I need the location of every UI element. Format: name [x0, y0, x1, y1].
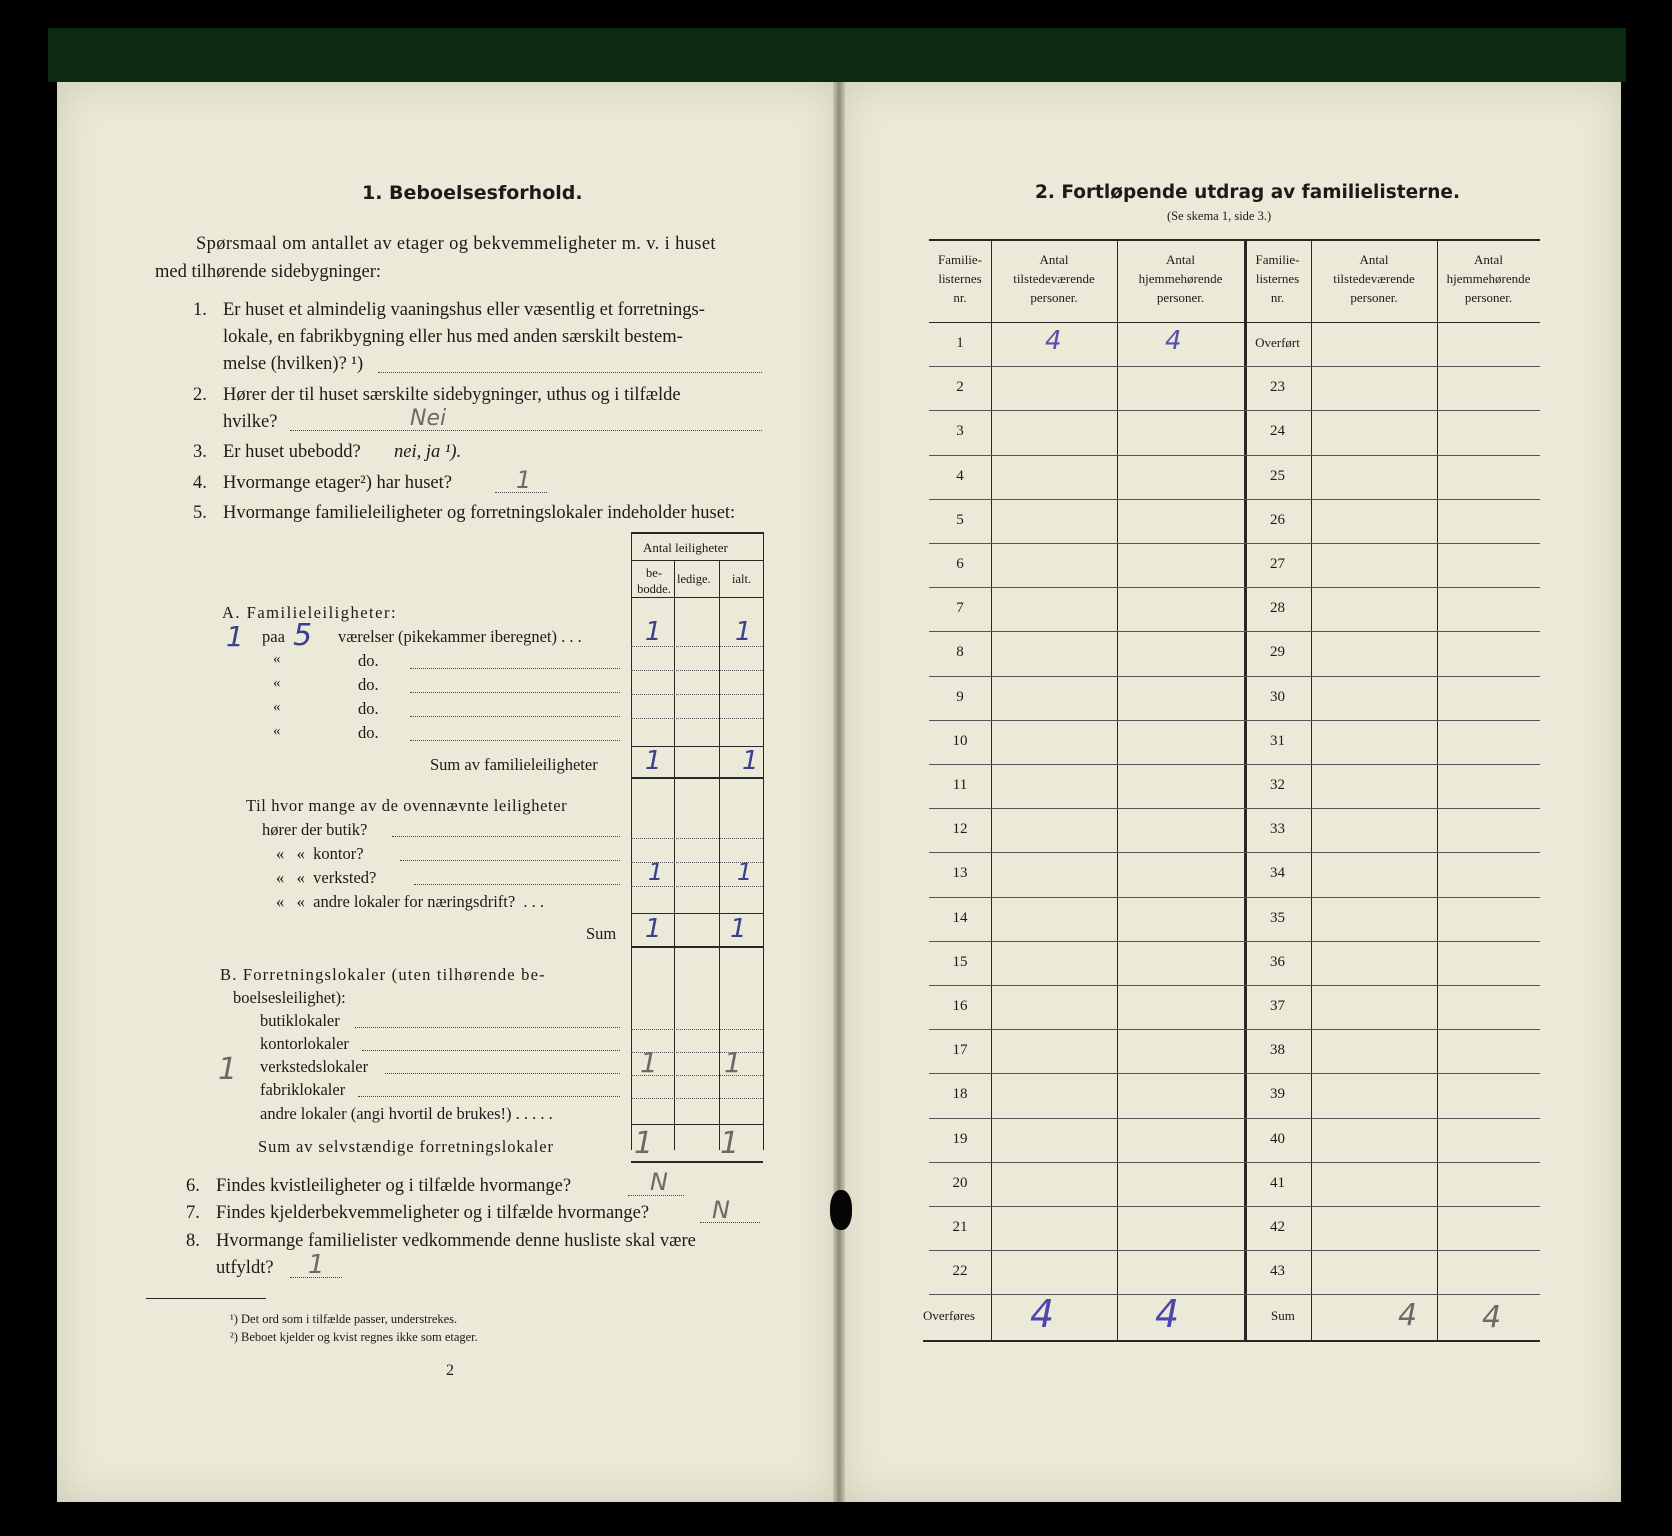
ledger-column-line — [991, 239, 992, 1342]
table-top-rule — [631, 532, 763, 534]
q8-number: 8. — [186, 1231, 200, 1251]
section-b-title-1: B. Forretningslokaler (uten tilhørende be- — [220, 965, 546, 984]
ledger-row-number-left: 4 — [956, 467, 964, 484]
q8-line-2: utfyldt? — [216, 1258, 274, 1278]
q5-text: Hvormange familieleiligheter og forretningslokaler indeholder huset: — [223, 503, 736, 523]
section-b-row1-rule — [631, 1029, 763, 1031]
q1-line-3: melse (hvilken)? ¹) — [223, 354, 364, 374]
ledger-row-number-left: 2 — [956, 379, 964, 396]
section-b-butik: butiklokaler — [260, 1011, 340, 1030]
section-a-title: A. Familieleiligheter: — [222, 603, 398, 622]
ledger-overfores-label: Overføres — [923, 1308, 975, 1324]
footnote-2: ²) Beboet kjelder og kvist regnes ikke som etager. — [230, 1330, 478, 1344]
ledger-row-rule — [929, 1250, 1540, 1251]
ledger-row-number-right: 38 — [1270, 1042, 1285, 1059]
q3-options: nei, ja ¹). — [394, 442, 462, 462]
table-vline-3 — [719, 560, 720, 1150]
footnote-rule — [146, 1298, 266, 1299]
ledger-row-number-right: Overført — [1255, 335, 1300, 350]
ledger-row-number-right: 41 — [1270, 1174, 1285, 1191]
ledger-overfores-tilstede: 4 — [1030, 1292, 1055, 1337]
ledger-row-number-left: 7 — [956, 600, 964, 617]
shops-verksted-ialt: 1 — [737, 858, 753, 886]
section-a-ditto-mark-3: « — [273, 699, 281, 715]
section-a-ditto-3: do. — [358, 699, 379, 718]
shops-butik-dots — [392, 836, 620, 837]
section-b-verksted-ialt: 1 — [724, 1046, 742, 1079]
q2-line-1: Hører der til huset særskilte sidebygninger, uthus og i tilfælde — [223, 385, 681, 405]
ledger-row-rule — [929, 631, 1540, 632]
ledger-row1-tilstede: 4 — [1045, 326, 1062, 356]
ledger-row-number-left: 19 — [952, 1130, 968, 1147]
q4-handwritten-answer: 1 — [516, 466, 532, 494]
q4-text: Hvormange etager²) har huset? — [223, 473, 452, 493]
table-col-bebodde: be- bodde. — [637, 566, 671, 597]
section-a-ditto-mark-4: « — [273, 723, 281, 739]
shops-row3-rule — [631, 886, 763, 888]
section-a-row1-rule — [631, 646, 763, 648]
table-col-ledige: ledige. — [677, 572, 711, 586]
q7-text: Findes kjelderbekvemmeligheter og i tilfælde hvormange? — [216, 1203, 650, 1223]
q1-number: 1. — [193, 300, 207, 320]
ledger-row-number-left: 5 — [956, 511, 964, 528]
q2-answer-line — [290, 430, 762, 431]
ledger-row-rule — [929, 985, 1540, 986]
section-b-kontor: kontorlokaler — [260, 1034, 349, 1053]
section-b-row3-rule — [631, 1075, 763, 1077]
q5-number: 5. — [193, 503, 207, 523]
section-a-row1-ialt: 1 — [735, 617, 752, 647]
ledger-row-rule — [929, 720, 1540, 721]
section-b-kontor-dots — [362, 1050, 620, 1051]
section-b-sum-ialt: 1 — [720, 1126, 740, 1161]
section-a-row1-rooms: 5 — [293, 618, 313, 653]
ledger-header-tilstede-left: Antal tilstedeværende personer. — [1013, 252, 1095, 305]
section-b-andre: andre lokaler (angi hvortil de brukes!) . . . . . — [260, 1104, 553, 1123]
section-a-row4-rule — [631, 718, 763, 720]
section-b-sum-bebodde: 1 — [634, 1126, 654, 1161]
ledger-row-number-right: 23 — [1270, 379, 1285, 396]
section-2-title: 2. Fortløpende utdrag av familielisterne. — [1035, 182, 1461, 203]
ledger-row-number-right: 24 — [1270, 423, 1285, 440]
section-a-sum-bottom-rule — [631, 777, 763, 779]
ledger-row-number-right: 37 — [1270, 998, 1285, 1014]
q7-number: 7. — [186, 1203, 200, 1223]
ledger-row-number-right: 42 — [1270, 1219, 1285, 1235]
table-group-header: Antal leiligheter — [643, 540, 728, 555]
shops-sum-ialt: 1 — [730, 914, 747, 944]
ledger-row-rule — [929, 764, 1540, 765]
book-spine — [833, 82, 845, 1502]
ledger-row-rule — [929, 366, 1540, 367]
ledger-row1-hjemme: 4 — [1165, 326, 1182, 356]
ledger-row-rule — [929, 1118, 1540, 1119]
table-col-ialt: ialt. — [732, 572, 752, 586]
page-number: 2 — [446, 1362, 454, 1379]
shops-sum-label: Sum — [586, 924, 617, 943]
ledger-row-number-right: 43 — [1270, 1263, 1285, 1280]
section-b-verksted-dots — [385, 1073, 620, 1074]
ledger-row-number-left: 21 — [952, 1219, 968, 1235]
section-b-verksted-count: 1 — [218, 1052, 238, 1087]
section-a-ditto-dots-3 — [410, 716, 620, 717]
section-a-sum-ialt: 1 — [742, 746, 759, 776]
section-a-ditto-dots-2 — [410, 692, 620, 693]
ledger-row-rule — [929, 410, 1540, 411]
ledger-row-number-right: 28 — [1270, 600, 1285, 617]
ledger-row-number-right: 34 — [1270, 865, 1285, 882]
ledger-row-number-left: 9 — [956, 688, 964, 705]
shops-intro-1: Til hvor mange av de ovennævnte leiligheter — [246, 796, 568, 815]
binding-hole — [830, 1190, 852, 1230]
shops-verksted-label: « « verksted? — [276, 868, 377, 887]
section-b-row4-rule — [631, 1098, 763, 1100]
section-a-row1-label: værelser (pikekammer iberegnet) . . . — [338, 627, 582, 646]
shops-intro-2: hører der butik? — [262, 820, 368, 839]
ledger-row-number-left: 6 — [956, 556, 964, 572]
top-binding-strip — [48, 28, 1626, 82]
q1-line-2: lokale, en fabrikbygning eller hus med anden særskilt bestem- — [223, 327, 683, 347]
section-a-row2-rule — [631, 670, 763, 672]
ledger-row-number-right: 30 — [1270, 688, 1285, 705]
ledger-row-number-left: 10 — [952, 732, 968, 749]
footnote-1: ¹) Det ord som i tilfælde passer, understrekes. — [230, 1312, 458, 1326]
shops-row1-rule — [631, 838, 763, 840]
ledger-column-line — [1117, 239, 1118, 1342]
ledger-row-rule — [929, 543, 1540, 544]
section-a-ditto-dots-4 — [410, 740, 620, 741]
section-a-row1-prefix: paa — [262, 627, 285, 646]
section-b-fabrik: fabriklokaler — [260, 1080, 346, 1099]
ledger-sum-hjemme: 4 — [1482, 1300, 1502, 1336]
ledger-row-number-left: 17 — [952, 1042, 968, 1059]
section-a-ditto-1: do. — [358, 651, 379, 670]
ledger-header-tilstede-right: Antal tilstedeværende personer. — [1333, 252, 1415, 305]
ledger-row-rule — [929, 1029, 1540, 1030]
q4-number: 4. — [193, 473, 207, 493]
shops-kontor-dots — [400, 860, 620, 861]
q2-handwritten-answer: Nei — [410, 406, 447, 431]
q6-handwritten-answer: N — [650, 1168, 668, 1196]
ledger-row-number-left: 22 — [952, 1263, 968, 1280]
table-group-rule — [631, 560, 763, 561]
table-vline-2 — [674, 560, 675, 1150]
ledger-row-rule — [929, 808, 1540, 809]
ledger-row-rule — [929, 1073, 1540, 1074]
ledger-row-rule — [929, 676, 1540, 677]
section-a-ditto-4: do. — [358, 723, 379, 742]
ledger-row-number-left: 3 — [956, 423, 964, 440]
ledger-row-number-left: 16 — [952, 998, 968, 1014]
ledger-row-number-right: 35 — [1270, 909, 1285, 926]
q3-number: 3. — [193, 442, 207, 462]
ledger-row-rule — [929, 455, 1540, 456]
q2-line-2: hvilke? — [223, 412, 278, 432]
ledger-row-rule — [929, 941, 1540, 942]
shops-andre-label: « « andre lokaler for næringsdrift? . . . — [276, 892, 545, 911]
ledger-bottom-rule — [923, 1340, 1540, 1342]
section-1-title: 1. Beboelsesforhold. — [362, 182, 583, 204]
section-b-verksted-bebodde: 1 — [640, 1046, 658, 1079]
ledger-row-rule — [929, 1294, 1540, 1295]
shops-sum-bebodde: 1 — [645, 914, 662, 944]
intro-line-1: Spørsmaal om antallet av etager og bekvemmeligheter m. v. i huset — [196, 234, 716, 254]
ledger-row-number-left: 13 — [952, 865, 968, 882]
ledger-row-number-right: 40 — [1270, 1130, 1285, 1147]
ledger-row-rule — [929, 499, 1540, 500]
section-a-ditto-mark-2: « — [273, 675, 281, 691]
ledger-top-rule — [929, 239, 1540, 241]
ledger-row-rule — [929, 852, 1540, 853]
ledger-overfores-hjemme: 4 — [1155, 1292, 1180, 1337]
ledger-row-number-left: 15 — [952, 953, 968, 970]
ledger-column-line — [1311, 239, 1312, 1342]
section-a-ditto-dots-1 — [410, 668, 620, 669]
ledger-column-line — [1437, 239, 1438, 1342]
section-b-title-2: boelsesleilighet): — [233, 988, 346, 1007]
ledger-row-number-right: 32 — [1270, 777, 1285, 793]
section-a-row1-bebodde: 1 — [645, 617, 662, 647]
ledger-header-rule — [929, 322, 1540, 323]
table-header-rule — [631, 597, 763, 598]
ledger-header-nr-right: Familie- listernes nr. — [1255, 252, 1300, 305]
ledger-row-number-right: 39 — [1270, 1086, 1285, 1103]
ledger-row-number-left: 12 — [952, 821, 968, 838]
ledger-row-number-left: 1 — [956, 335, 964, 351]
ledger-header-hjemme-right: Antal hjemmehørende personer. — [1446, 252, 1531, 305]
shops-sum-bottom-rule — [631, 946, 763, 948]
ledger-row-rule — [929, 1162, 1540, 1163]
ledger-row-rule — [929, 1206, 1540, 1207]
ledger-row-rule — [929, 587, 1540, 588]
q8-line-1: Hvormange familielister vedkommende denne husliste skal være — [216, 1231, 696, 1251]
ledger-row-rule — [929, 897, 1540, 898]
ledger-row-number-left: 11 — [952, 777, 968, 793]
ledger-column-line — [1244, 239, 1247, 1342]
section-a-sum-label: Sum av familieleiligheter — [430, 755, 598, 774]
ledger-sum-tilstede: 4 — [1398, 1298, 1418, 1334]
ledger-row-number-left: 8 — [956, 644, 964, 661]
ledger-sum-label: Sum — [1271, 1308, 1295, 1324]
ledger-row-number-right: 27 — [1270, 556, 1285, 572]
q3-text: Er huset ubebodd? — [223, 442, 361, 462]
section-b-verksted: verkstedslokaler — [260, 1057, 369, 1076]
ledger-row-number-right: 31 — [1270, 732, 1285, 749]
q7-handwritten-answer: N — [712, 1196, 730, 1224]
section-b-fabrik-dots — [358, 1096, 620, 1097]
shops-kontor-label: « « kontor? — [276, 844, 364, 863]
section-a-row3-rule — [631, 694, 763, 696]
section-b-sum-top-rule — [631, 1124, 763, 1125]
shops-verksted-dots — [414, 884, 620, 885]
table-vline-4 — [763, 532, 764, 1150]
ledger-row-number-left: 20 — [952, 1174, 968, 1191]
q1-answer-line — [378, 372, 762, 373]
q6-text: Findes kvistleiligheter og i tilfælde hvormange? — [216, 1176, 572, 1196]
ledger-row-number-right: 29 — [1270, 644, 1285, 661]
q8-handwritten-answer: 1 — [308, 1250, 325, 1280]
ledger-row-number-right: 36 — [1270, 953, 1285, 970]
section-a-row1-count: 1 — [226, 620, 244, 653]
ledger-header-nr-left: Familie- listernes nr. — [937, 252, 983, 305]
ledger-row-number-right: 25 — [1270, 467, 1285, 484]
ledger-row-number-right: 33 — [1270, 821, 1285, 838]
q6-number: 6. — [186, 1176, 200, 1196]
section-a-sum-bebodde: 1 — [645, 746, 662, 776]
table-vline-1 — [631, 532, 632, 1150]
ledger-row-number-left: 18 — [952, 1086, 968, 1103]
q7-answer-line — [700, 1222, 760, 1223]
left-page — [57, 82, 837, 1502]
ledger-row-number-left: 14 — [952, 909, 968, 926]
section-2-subtitle: (Se skema 1, side 3.) — [1167, 209, 1272, 223]
shops-verksted-bebodde: 1 — [648, 858, 664, 886]
section-a-ditto-2: do. — [358, 675, 379, 694]
intro-line-2: med tilhørende sidebygninger: — [155, 262, 382, 282]
q1-line-1: Er huset et almindelig vaaningshus eller væsentlig et forretnings- — [223, 300, 705, 320]
section-b-sum-bottom-rule — [631, 1161, 763, 1163]
ledger-row-number-right: 26 — [1270, 511, 1285, 528]
ledger-header-hjemme-left: Antal hjemmehørende personer. — [1138, 252, 1223, 305]
section-b-sum-label: Sum av selvstændige forretningslokaler — [258, 1137, 554, 1156]
q2-number: 2. — [193, 385, 207, 405]
section-b-butik-dots — [355, 1027, 620, 1028]
section-a-ditto-mark-1: « — [273, 651, 281, 667]
